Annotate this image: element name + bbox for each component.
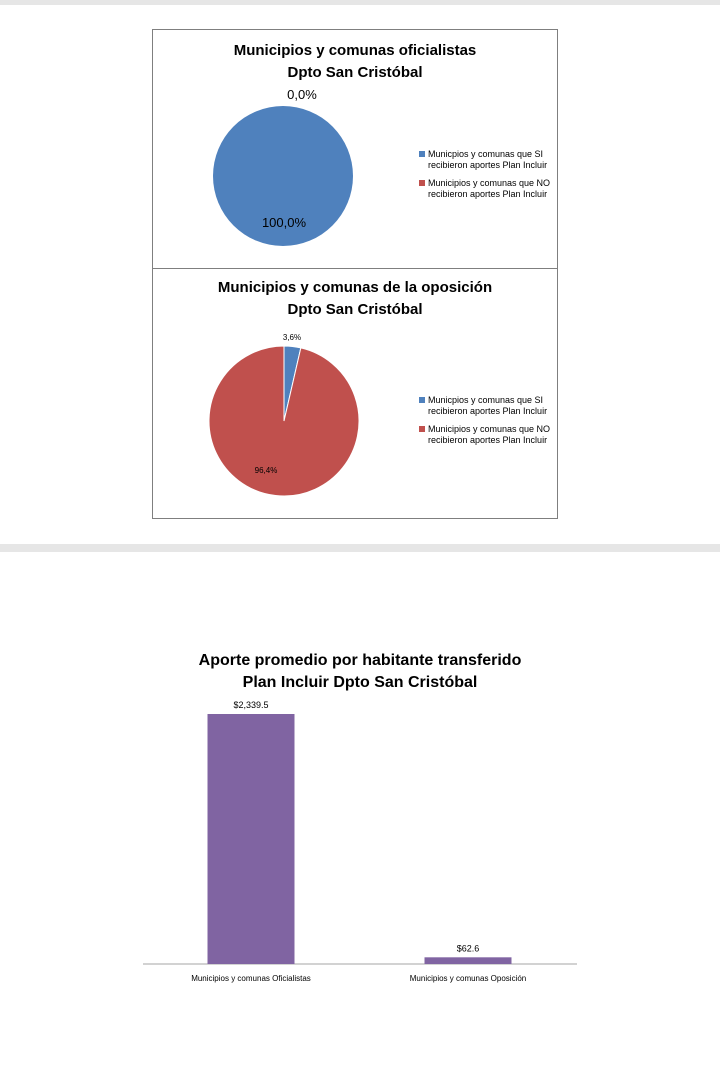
chart-title-line2: Plan Incluir Dpto San Cristóbal — [242, 674, 478, 691]
pie-data-label: 0,0% — [287, 87, 317, 102]
pie-chart-oposicion — [152, 268, 558, 519]
bar — [425, 957, 512, 964]
chart-title-line1: Aporte promedio por habitante transferido — [198, 652, 522, 669]
legend-swatch-red — [419, 180, 425, 186]
chart-title-line1: Municipios y comunas oficialistas — [233, 42, 477, 59]
legend — [419, 149, 558, 207]
legend-swatch-blue — [419, 151, 425, 157]
legend-item-no — [419, 424, 558, 446]
chart-title-line2: Dpto San Cristóbal — [287, 64, 423, 81]
x-tick-label: Municipios y comunas Oposición — [409, 974, 527, 983]
legend-item-si — [419, 395, 558, 417]
middle-gray-band — [0, 544, 720, 552]
bar-chart-aporte — [0, 552, 720, 1092]
pie-data-label: 96,4% — [254, 466, 278, 475]
bar — [208, 714, 295, 964]
pie-data-label: 3,6% — [282, 333, 302, 342]
legend — [419, 395, 558, 453]
legend-label: Municipios y comunas que NO recibieron aportes Plan Incluir — [428, 424, 551, 445]
legend-swatch-blue — [419, 397, 425, 403]
legend-label: Municipios y comunas que NO recibieron aportes Plan Incluir — [428, 178, 551, 199]
legend-item-si — [419, 149, 558, 171]
chart-title-line2: Dpto San Cristóbal — [287, 301, 423, 318]
legend-label: Municpios y comunas que SI recibieron aportes Plan Incluir — [428, 395, 548, 416]
pie-slice — [209, 346, 359, 496]
pie-data-label: 100,0% — [261, 215, 307, 230]
bar-value-label: $62.6 — [456, 943, 480, 954]
chart-title-line1: Municipios y comunas de la oposición — [217, 279, 493, 296]
pie-chart-oficialistas — [152, 29, 558, 269]
legend-swatch-red — [419, 426, 425, 432]
pie-plot-area — [153, 269, 557, 518]
bar-value-label: $2,339.5 — [233, 700, 269, 710]
legend-item-no — [419, 178, 558, 200]
top-gray-band — [0, 0, 720, 5]
x-tick-label: Municipios y comunas Oficialistas — [191, 974, 311, 983]
legend-label: Municpios y comunas que SI recibieron aportes Plan Incluir — [428, 149, 548, 170]
bar-plot-area — [0, 552, 720, 1092]
